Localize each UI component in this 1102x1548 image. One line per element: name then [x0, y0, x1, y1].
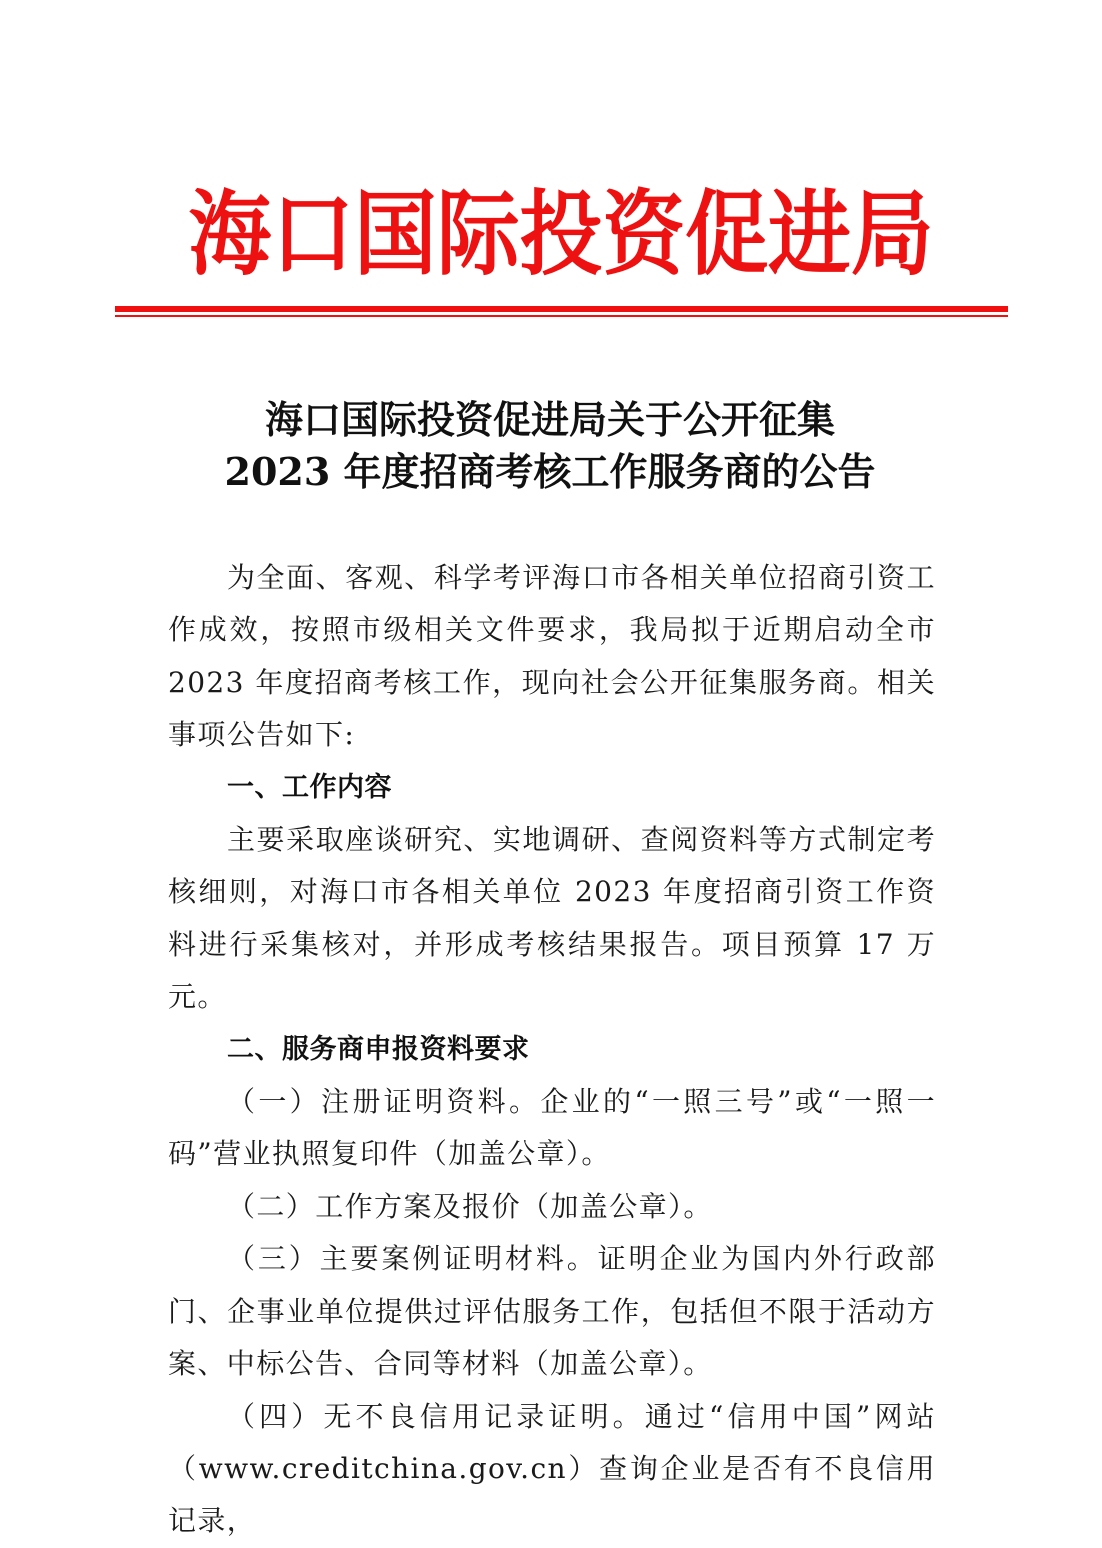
intro-paragraph: 为全面、客观、科学考评海口市各相关单位招商引资工作成效，按照市级相关文件要求，我局拟于近期启动全市 2023 年度招商考核工作，现向社会公开征集服务商。相关事项公告如下:: [168, 561, 936, 752]
masthead-rule-thick: [115, 306, 1008, 312]
masthead-org-name: [115, 178, 1008, 290]
document-body: [168, 552, 936, 1548]
title-line-1: 海口国际投资促进局关于公开征集: [264, 397, 835, 442]
requirement-item-4: （四）无不良信用记录证明。通过“信用中国”网站（www.creditchina.gov.cn）查询企业是否有不良信用记录，: [168, 1399, 936, 1538]
masthead-rule-thin: [115, 315, 1008, 317]
requirement-item-2: （二）工作方案及报价（加盖公章）。: [227, 1189, 713, 1223]
masthead-text: 海口国际投资促进局: [188, 180, 935, 288]
requirement-item-3: （三）主要案例证明材料。证明企业为国内外行政部门、企事业单位提供过评估服务工作，包括但不限于活动方案、中标公告、合同等材料（加盖公章）。: [168, 1242, 936, 1381]
requirement-item-1: （一）注册证明资料。企业的“一照三号”或“一照一码”营业执照复印件（加盖公章）。: [168, 1085, 936, 1171]
work-content-paragraph: 主要采取座谈研究、实地调研、查阅资料等方式制定考核细则，对海口市各相关单位 2023 年度招商引资工作资料进行采集核对，并形成考核结果报告。项目预算 17 万元。: [168, 823, 936, 1014]
section-heading-work-content: 一、工作内容: [227, 771, 392, 803]
section-heading-requirements: 二、服务商申报资料要求: [227, 1033, 530, 1065]
document-title: [150, 394, 950, 498]
title-line-2: 2023 年度招商考核工作服务商的公告: [224, 449, 876, 494]
